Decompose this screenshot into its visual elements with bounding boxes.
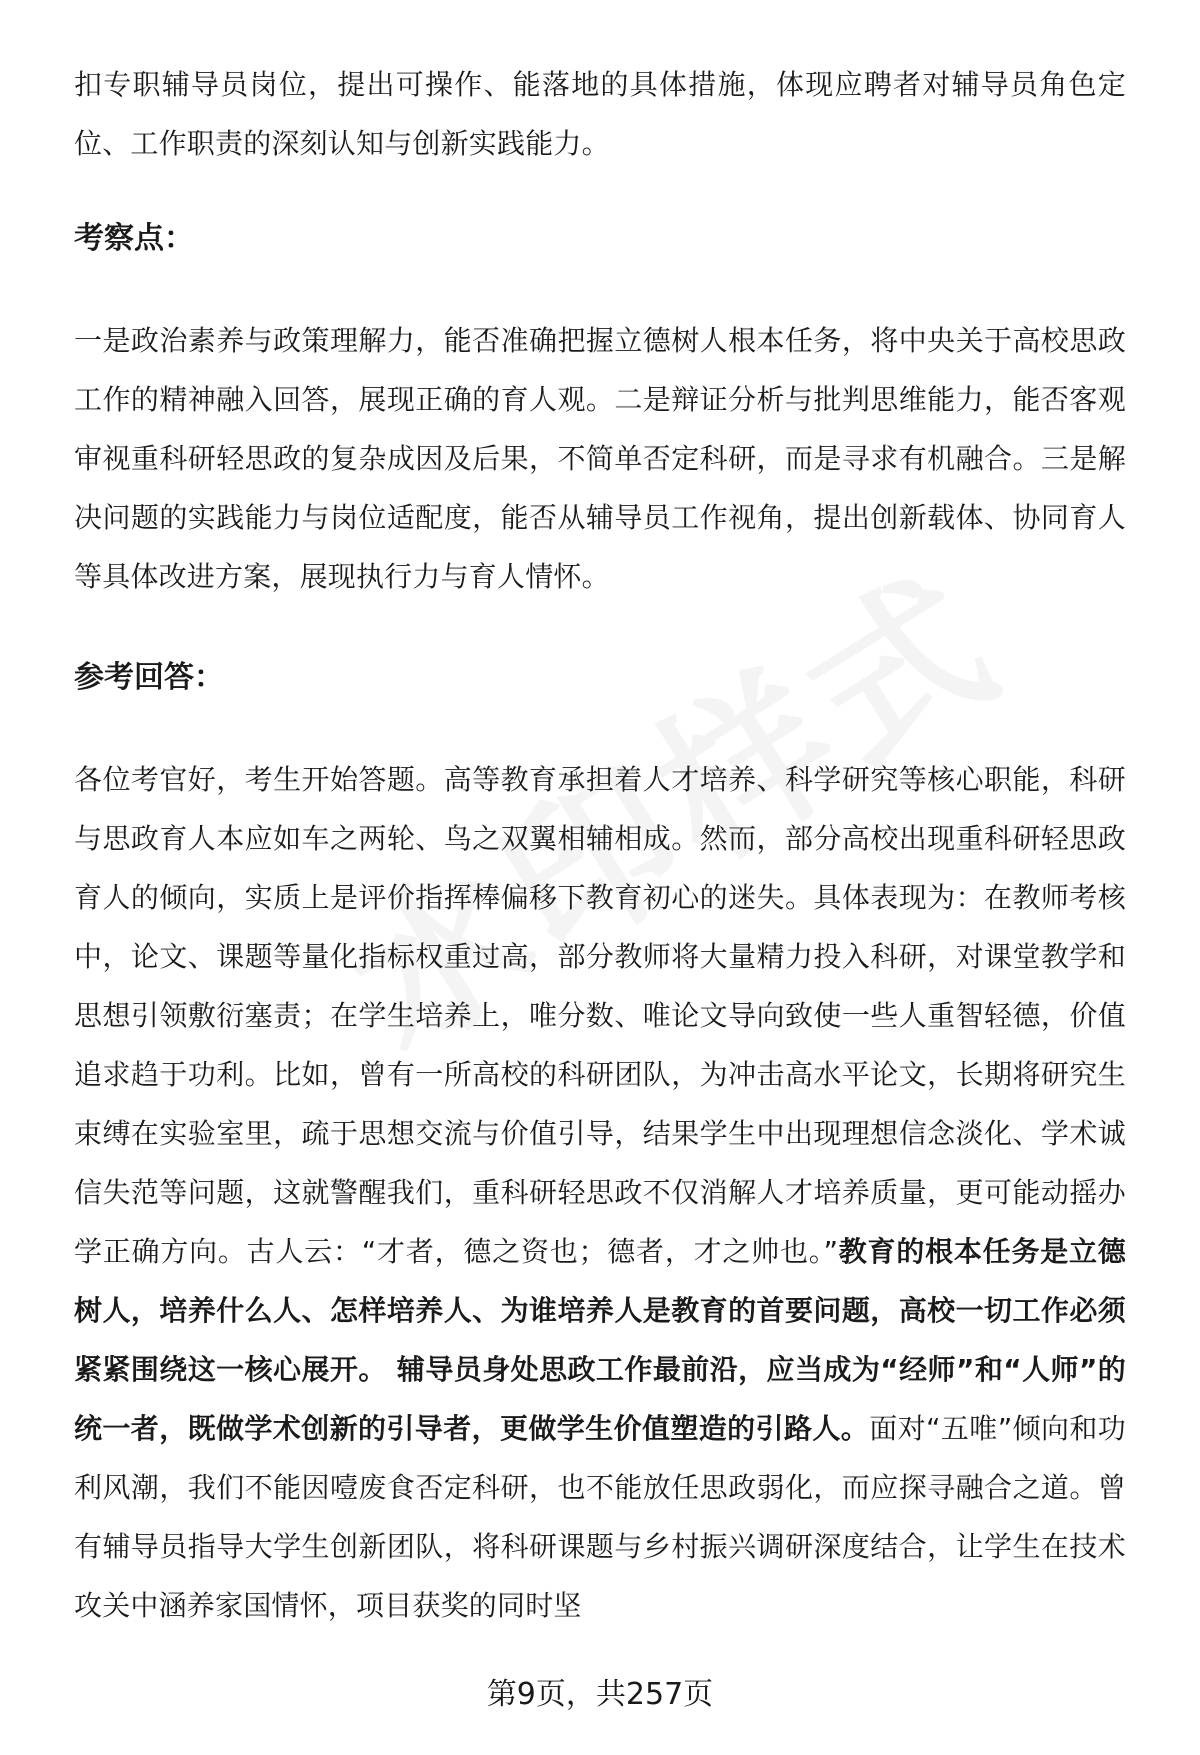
answer-bold-text: 教育的根本任务是立德树人，培养什么人、怎样培养人、为谁培养人是教育的首要问题，高校一切工作必须紧紧围绕这一核心展开。 辅导员身处思政工作最前沿，应当成为“经师”和“人师”的统一者，既做学术创新的引导者，更做学生价值塑造的引路人。	[74, 1235, 1126, 1445]
section-heading-examination: 考察点：	[74, 221, 194, 256]
answer-text-part2: 面对“五唯”倾向和功利风潮，我们不能因噎废食否定科研，也不能放任思政弱化，而应探寻融合之道。曾有辅导员指导大学生创新团队，将科研课题与乡村振兴调研深度结合，让学生在技术攻关中涵养家国情怀，项目获奖的同时坚	[74, 1412, 1126, 1622]
answer-paragraph	[74, 750, 1126, 1635]
examination-paragraph: 一是政治素养与政策理解力，能否准确把握立德树人根本任务，将中央关于高校思政工作的精神融入回答，展现正确的育人观。二是辩证分析与批判思维能力，能否客观审视重科研轻思政的复杂成因及后果，不简单否定科研，而是寻求有机融合。三是解决问题的实践能力与岗位适配度，能否从辅导员工作视角，提出创新载体、协同育人等具体改进方案，展现执行力与育人情怀。	[74, 324, 1126, 593]
answer-text-part1: 各位考官好，考生开始答题。高等教育承担着人才培养、科学研究等核心职能，科研与思政育人本应如车之两轮、鸟之双翼相辅相成。然而，部分高校出现重科研轻思政育人的倾向，实质上是评价指挥棒偏移下教育初心的迷失。具体表现为：在教师考核中，论文、课题等量化指标权重过高，部分教师将大量精力投入科研，对课堂教学和思想引领敷衍塞责；在学生培养上，唯分数、唯论文导向致使一些人重智轻德，价值追求趋于功利。比如，曾有一所高校的科研团队，为冲击高水平论文，长期将研究生束缚在实验室里，疏于思想交流与价值引导，结果学生中出现理想信念淡化、学术诚信失范等问题，这就警醒我们，重科研轻思政不仅消解人才培养质量，更可能动摇办学正确方向。古人云：“才者，德之资也；德者，才之帅也。”	[74, 763, 1126, 1268]
document-content	[74, 55, 1126, 1635]
page-number-footer: 第9页，共257页	[486, 1677, 714, 1712]
section-heading-answer: 参考回答：	[74, 660, 224, 695]
intro-paragraph: 扣专职辅导员岗位，提出可操作、能落地的具体措施，体现应聘者对辅导员角色定位、工作职责的深刻认知与创新实践能力。	[74, 68, 1126, 160]
section-reference-answer	[74, 658, 1126, 1635]
section-examination-points	[74, 219, 1126, 606]
